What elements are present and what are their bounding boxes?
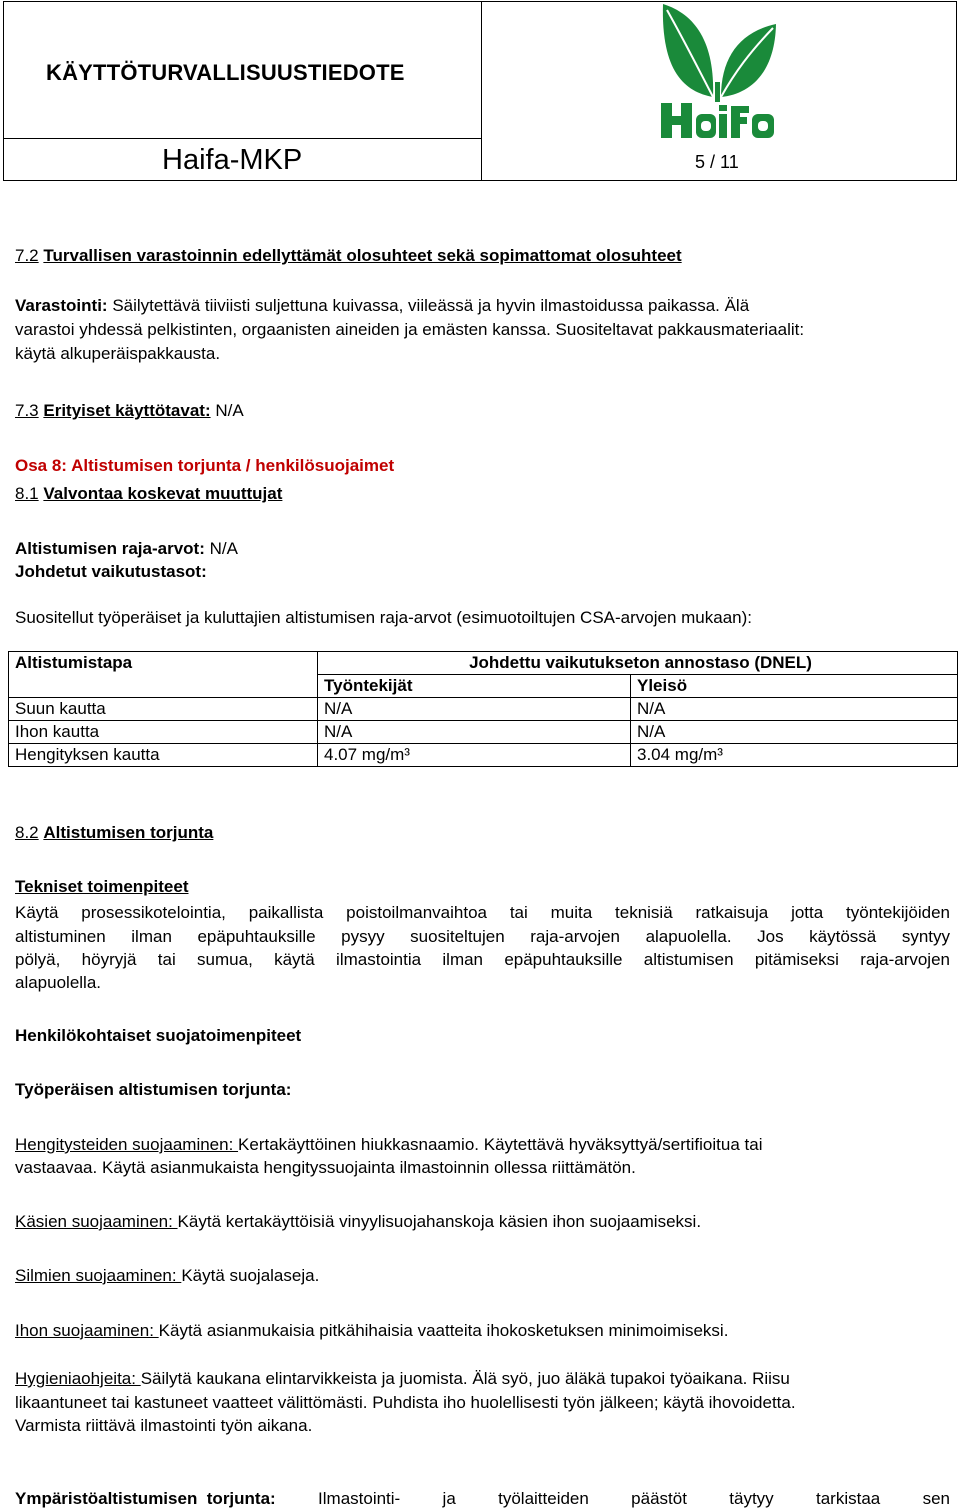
hand-protection-label: Käsien suojaaminen:: [15, 1212, 178, 1231]
eye-protection-text: Käytä suojalaseja.: [181, 1266, 320, 1285]
heading-8-1: [15, 482, 950, 505]
header-divider-vertical: [481, 2, 482, 180]
environmental-control-label: Ympäristöaltistumisen torjunta:: [15, 1489, 276, 1508]
hygiene-line-1: [15, 1367, 950, 1390]
heading-7-3-number: 7.3: [15, 401, 39, 420]
table-cell-workers: N/A: [318, 698, 631, 721]
heading-8-1-number: 8.1: [15, 484, 39, 503]
table-cell-route: Ihon kautta: [9, 721, 318, 744]
respiratory-text-1: Kertakäyttöinen hiukkasnaamio. Käytettävä hyväksyttyä/sertifioitua tai: [238, 1135, 763, 1154]
table-cell-public: 3.04 mg/m³: [631, 744, 958, 767]
environmental-control-text: Ilmastointi- ja työlaitteiden päästöt täytyy tarkistaa sen: [275, 1489, 950, 1508]
storage-line-1: [15, 294, 950, 317]
storage-line-2: varastoi yhdessä pelkistinten, orgaanisten aineiden ja emästen kanssa. Suositeltavat pakkausmateriaalit:: [15, 320, 805, 339]
table-row: [9, 698, 958, 721]
eye-protection-line: [15, 1264, 950, 1287]
recommended-limits-text: Suositellut työperäiset ja kuluttajien altistumisen raja-arvot (esimuotoiltujen CSA-arvojen mukaan):: [15, 608, 753, 627]
table-cell-public: N/A: [631, 698, 958, 721]
technical-text-2: altistuminen ilman epäpuhtauksille pysyy suositeltujen raja-arvojen alapuolella. Jos käytössä syntyy: [15, 927, 950, 946]
limits-line: [15, 537, 950, 560]
hygiene-label: Hygieniaohjeita:: [15, 1369, 141, 1388]
table-header-workers: Työntekijät: [318, 675, 631, 698]
heading-8-2-title: Altistumisen torjunta: [43, 823, 214, 842]
heading-7-2-number: 7.2: [15, 246, 39, 265]
heading-7-2-title: Turvallisen varastoinnin edellyttämät olosuhteet sekä sopimattomat olosuhteet: [43, 246, 682, 265]
hand-protection-text: Käytä kertakäyttöisiä vinyylisuojahanskoja käsien ihon suojaamiseksi.: [177, 1212, 702, 1231]
limits-label: Altistumisen raja-arvot:: [15, 539, 205, 558]
section-8-title: Osa 8: Altistumisen torjunta / henkilösuojaimet: [15, 456, 395, 475]
heading-7-2: [15, 244, 950, 267]
skin-protection-label: Ihon suojaaminen:: [15, 1321, 159, 1340]
heading-7-3-value: N/A: [210, 401, 244, 420]
table-cell-workers: 4.07 mg/m³: [318, 744, 631, 767]
dnel-table: [8, 651, 958, 767]
storage-line-3: käytä alkuperäispakkausta.: [15, 344, 221, 363]
heading-8-2-number: 8.2: [15, 823, 39, 842]
heading-7-3-title: Erityiset käyttötavat:: [43, 401, 211, 420]
table-cell-workers: N/A: [318, 721, 631, 744]
table-cell-route: Hengityksen kautta: [9, 744, 318, 767]
document-header: [3, 1, 957, 181]
heading-8-1-title: Valvontaa koskevat muuttujat: [43, 484, 283, 503]
eye-protection-label: Silmien suojaaminen:: [15, 1266, 182, 1285]
derived-levels-label: Johdetut vaikutustasot:: [15, 562, 207, 581]
hygiene-text-1: Säilytä kaukana elintarvikkeista ja juomista. Älä syö, juo äläkä tupakoi työaikana. Riisu: [140, 1369, 790, 1388]
skin-protection-line: [15, 1319, 950, 1342]
respiratory-text-2: vastaavaa. Käytä asianmukaista hengityssuojainta ilmastoinnin ollessa riittämätön.: [15, 1158, 636, 1177]
technical-text-3: pölyä, höyryjä tai sumua, käytä ilmastointia ilman epäpuhtauksille altistumisen pitämiseksi raja-arvojen: [15, 950, 950, 969]
page-number: 5 / 11: [695, 152, 739, 172]
header-divider-horizontal: [4, 138, 481, 139]
table-row: [9, 744, 958, 767]
table-header-row: [9, 652, 958, 675]
table-header-route: Altistumistapa: [9, 652, 318, 698]
heading-8-2: [15, 821, 950, 844]
storage-label: Varastointi:: [15, 296, 108, 315]
table-cell-public: N/A: [631, 721, 958, 744]
technical-text-1: Käytä prosessikotelointia, paikallista poistoilmanvaihtoa tai muita teknisiä ratkaisuja jotta työntekijöiden: [15, 903, 950, 922]
haifa-logo: [655, 2, 780, 140]
hygiene-text-2: likaantuneet tai kastuneet vaatteet välittömästi. Puhdista iho huolellisesti työn jälkeen; käytä ihovoidetta.: [15, 1393, 796, 1412]
storage-text-1: Säilytettävä tiiviisti suljettuna kuivassa, viileässä ja hyvin ilmastoidussa paikassa. Älä: [107, 296, 750, 315]
hand-protection-line: [15, 1210, 950, 1233]
table-header-dnel: Johdettu vaikutukseton annostaso (DNEL): [318, 652, 958, 675]
table-row: [9, 721, 958, 744]
respiratory-label: Hengitysteiden suojaaminen:: [15, 1135, 239, 1154]
logo-wordmark: [661, 103, 774, 138]
document-title: KÄYTTÖTURVALLISUUSTIEDOTE: [46, 60, 405, 85]
technical-text-4: alapuolella.: [15, 973, 102, 992]
table-header-public: Yleisö: [631, 675, 958, 698]
product-name: Haifa-MKP: [162, 144, 303, 176]
table-cell-route: Suun kautta: [9, 698, 318, 721]
limits-value: N/A: [204, 539, 238, 558]
skin-protection-text: Käytä asianmukaisia pitkähihaisia vaatteita ihokosketuksen minimoimiseksi.: [158, 1321, 729, 1340]
respiratory-line-1: [15, 1133, 950, 1156]
occupational-control-title: Työperäisen altistumisen torjunta:: [15, 1080, 292, 1099]
environmental-control-line: [15, 1487, 950, 1510]
personal-measures-title: Henkilökohtaiset suojatoimenpiteet: [15, 1026, 302, 1045]
technical-measures-title: Tekniset toimenpiteet: [15, 877, 189, 896]
hygiene-text-3: Varmista riittävä ilmastointi työn aikana.: [15, 1416, 313, 1435]
heading-7-3: [15, 399, 950, 422]
